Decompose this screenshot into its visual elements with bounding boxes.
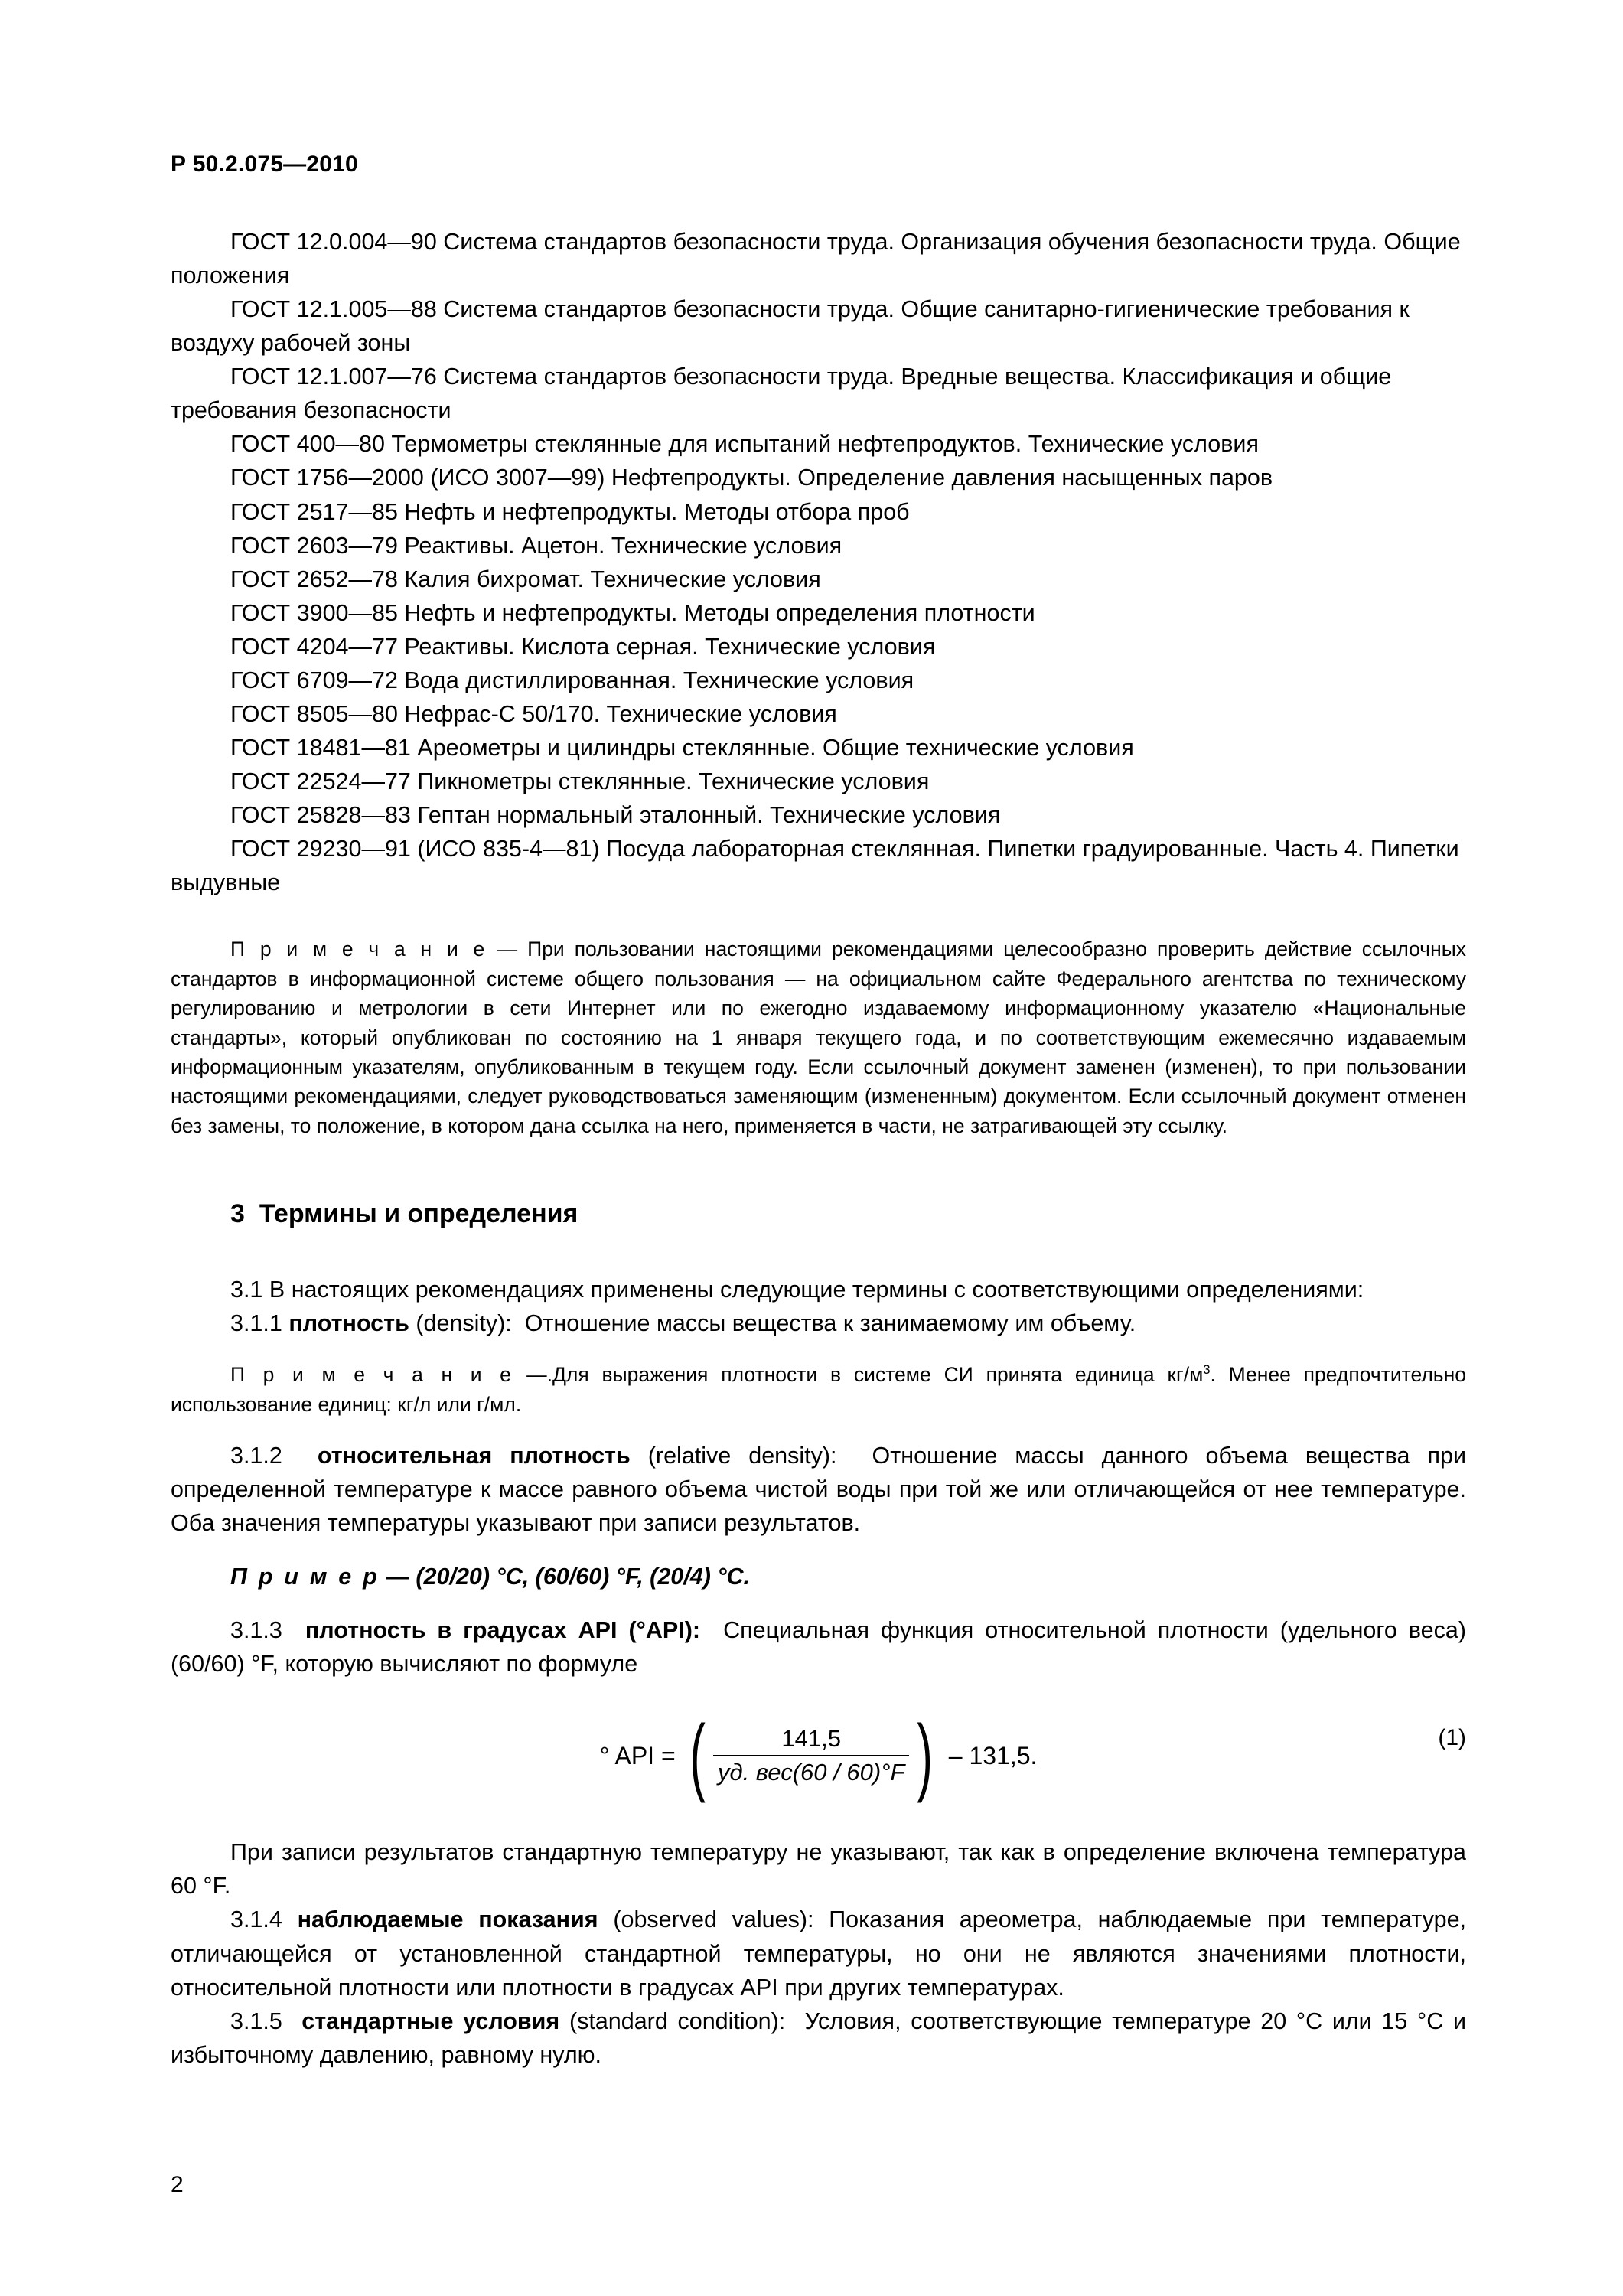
example-3-1-2 — [171, 1560, 1466, 1593]
list-item: ГОСТ 1756—2000 (ИСО 3007—99) Нефтепродукты. Определение давления насыщенных паров — [230, 465, 1273, 491]
note-body-after: . Менее предпочтительно использование единиц: кг/л или г/мл. — [171, 1363, 1466, 1416]
list-item: ГОСТ 22524—77 Пикнометры стеклянные. Технические условия — [230, 768, 930, 794]
list-item: ГОСТ 4204—77 Реактивы. Кислота серная. Технические условия — [230, 633, 936, 660]
term-definition: Условия, соответствующие температуре 20 °С или 15 °С и избыточному давлению, равному нулю. — [171, 2007, 1467, 2068]
list-item: ГОСТ 12.1.007—76 Система стандартов безопасности труда. Вредные вещества. Классификация и общие требования безопасности — [171, 364, 1392, 424]
list-item: ГОСТ 18481—81 Ареометры и цилиндры стеклянные. Общие технические условия — [230, 734, 1134, 761]
list-item: ГОСТ 8505—80 Нефрас-С 50/170. Технические условия — [230, 700, 837, 727]
term-definition: Специальная функция относительной плотности (удельного веса) (60/60) °F, которую вычисляют по формуле — [171, 1617, 1467, 1678]
term-english: (density): — [416, 1310, 512, 1337]
term-3-1-5 — [171, 2004, 1466, 2072]
page-number: 2 — [171, 2172, 184, 2197]
list-item: ГОСТ 2603—79 Реактивы. Ацетон. Технические условия — [230, 532, 842, 559]
term-3-1-4 — [171, 1903, 1466, 2004]
term-english: (relative density): — [647, 1442, 837, 1469]
term-3-1-2 — [171, 1439, 1466, 1540]
list-item: ГОСТ 6709—72 Вода дистиллированная. Технические условия — [230, 667, 914, 693]
right-parenthesis: ) — [917, 1707, 934, 1803]
example-label: П р и м е р — [230, 1564, 380, 1590]
term-label: стандартные условия — [301, 2007, 560, 2034]
referenced-standards-list — [171, 225, 1466, 899]
note-dash: —. — [513, 1363, 552, 1387]
term-label: относительная плотность — [317, 1442, 631, 1469]
list-item: ГОСТ 25828—83 Гептан нормальный эталонный. Технические условия — [230, 802, 1001, 829]
formula-rhs: – 131,5. — [948, 1741, 1038, 1769]
term-number: 3.1.5 — [230, 2007, 282, 2034]
list-item: ГОСТ 2652—78 Калия бихромат. Технические условия — [230, 566, 821, 592]
references-note — [171, 934, 1466, 1140]
list-item: ГОСТ 29230—91 (ИСО 835-4—81) Посуда лабораторная стеклянная. Пипетки градуированные. Часть 4. Пипетки выдувные — [171, 836, 1459, 896]
fraction — [713, 1725, 910, 1786]
term-definition: Отношение массы данного объема вещества при определенной температуре к массе равного объема чистой воды при той же или отличающейся от нее температуре. Оба значения температуры указывают при записи результатов. — [171, 1442, 1466, 1537]
paragraph-3-1: 3.1 В настоящих рекомендациях применены следующие термины с соответствующими определениями: — [230, 1277, 1364, 1303]
note-dash: — — [487, 938, 528, 961]
formula-expression — [599, 1707, 1038, 1803]
term-english: (standard condition): — [569, 2007, 786, 2034]
term-label: наблюдаемые показания — [297, 1906, 598, 1933]
example-text: (20/20) °C, (60/60) °F, (20/4) °C. — [416, 1564, 751, 1590]
example-dash: — — [379, 1564, 416, 1590]
list-item: ГОСТ 400—80 Термометры стеклянные для испытаний нефтепродуктов. Технические условия — [230, 431, 1259, 458]
term-definition: Показания ареометра, наблюдаемые при температуре, отличающейся от установленной стандартной температуры, но они не являются значениями плотности, относительной плотности или плотности в градусах API при других температурах. — [171, 1906, 1467, 2001]
left-parenthesis: ( — [689, 1707, 706, 1803]
list-item: ГОСТ 2517—85 Нефть и нефтепродукты. Методы отбора проб — [230, 498, 910, 525]
list-item: ГОСТ 3900—85 Нефть и нефтепродукты. Методы определения плотности — [230, 599, 1035, 626]
term-english: (observed values): — [613, 1906, 814, 1933]
term-3-1-3 — [171, 1613, 1466, 1681]
term-label: плотность в градусах API (°API): — [305, 1617, 701, 1644]
superscript-3: 3 — [1203, 1363, 1211, 1378]
formula-lhs: ° API = — [599, 1741, 676, 1769]
paragraph-after-formula: При записи результатов стандартную температуру не указывают, так как в определение включена температура 60 °F. — [171, 1839, 1466, 1900]
note-label: П р и м е ч а н и е — [230, 938, 487, 961]
section-title: Термины и определения — [259, 1199, 578, 1229]
term-label: плотность — [288, 1310, 409, 1337]
term-number: 3.1.4 — [230, 1906, 282, 1933]
section-3-heading — [171, 1199, 1466, 1230]
equation-number: (1) — [1438, 1725, 1466, 1751]
term-number: 3.1.2 — [230, 1442, 282, 1469]
term-definition: Отношение массы вещества к занимаемому им объему. — [524, 1310, 1136, 1337]
section-number: 3 — [230, 1199, 245, 1229]
list-item: ГОСТ 12.0.004—90 Система стандартов безопасности труда. Организация обучения безопасности труда. Общие положения — [171, 229, 1461, 289]
fraction-numerator: 141,5 — [781, 1725, 841, 1753]
term-number: 3.1.3 — [230, 1617, 282, 1644]
note-label: П р и м е ч а н и е — [230, 1363, 514, 1387]
note-body: При пользовании настоящими рекомендациями целесообразно проверить действие ссылочных стандартов в информационной системе общего пользования — на официальном сайте Федерального агентства по техническому регулированию и метрологии в сети Интернет или по ежегодно издаваемому информационному указателю «Национальные стандарты», который опубликован по состоянию на 1 января текущего года, и по соответствующим ежемесячно издаваемым информационным указателям, опубликованным в текущем году. Если ссылочный документ заменен (изменен), то при пользовании настоящими рекомендациями, следует руководствоваться заменяющим (измененным) документом. Если ссылочный документ отменен без замены, то положение, в котором дана ссылка на него, применяется в части, не затрагивающей эту ссылку. — [171, 938, 1466, 1137]
document-header: Р 50.2.075—2010 — [171, 152, 358, 177]
formula-api — [171, 1707, 1466, 1805]
note-body-before: Для выражения плотности в системе СИ принята единица кг/м — [552, 1363, 1204, 1387]
note-3-1-1 — [171, 1360, 1466, 1419]
term-3-1-1 — [171, 1306, 1466, 1340]
fraction-denominator: уд. вес(60 / 60)°F — [717, 1759, 905, 1786]
list-item: ГОСТ 12.1.005—88 Система стандартов безопасности труда. Общие санитарно-гигиенические требования к воздуху рабочей зоны — [171, 296, 1410, 357]
term-number: 3.1.1 — [230, 1310, 282, 1337]
